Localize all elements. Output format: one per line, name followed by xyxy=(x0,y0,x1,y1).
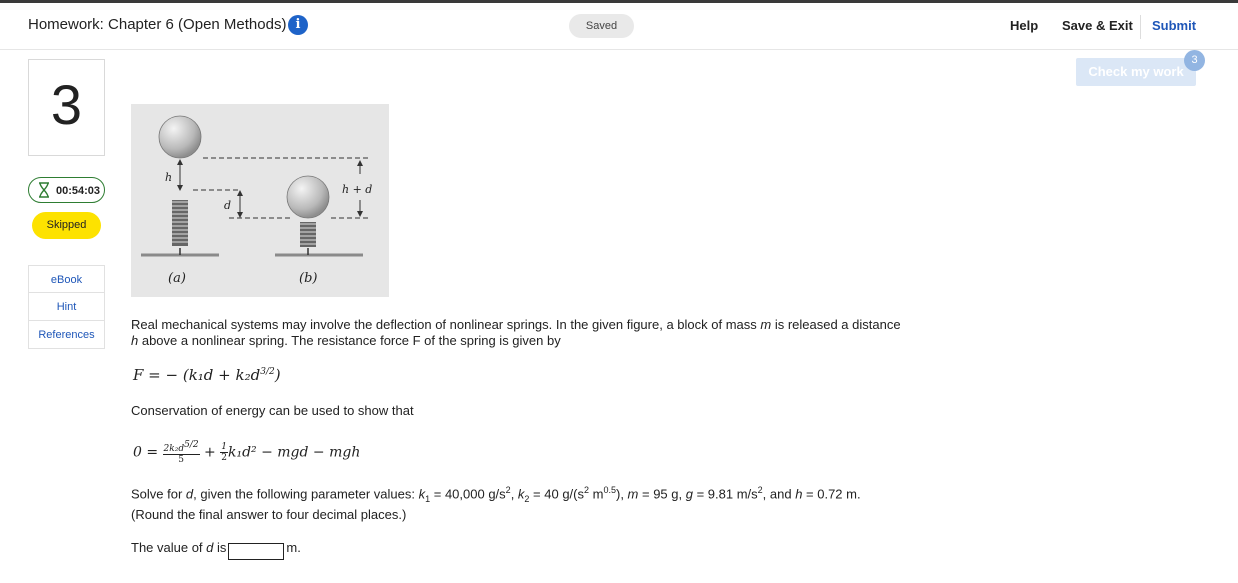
info-icon[interactable]: i xyxy=(288,15,308,35)
label-h: h xyxy=(165,171,173,184)
label-a: (a) xyxy=(168,271,186,286)
check-attempts-badge: 3 xyxy=(1184,50,1205,71)
skipped-badge: Skipped xyxy=(32,212,101,239)
spring-diagram xyxy=(131,104,389,297)
timer-value: 00:54:03 xyxy=(56,185,101,197)
timer xyxy=(28,177,105,203)
problem-intro: Real mechanical systems may involve the deflection of nonlinear springs. In the given figure, a block of mass m is released a distance h above a nonlinear spring. The resistance force F of the spring is given by xyxy=(131,317,901,348)
header xyxy=(0,3,1238,50)
ball-a xyxy=(159,116,201,158)
hint-link[interactable]: Hint xyxy=(28,293,105,321)
ball-b xyxy=(287,176,329,218)
parameters-text: Solve for d, given the following parameter values: $k_1 = 40,000$ $g/s^2$, $k_2 = 40$ $g/(s^2$ $m^{0.5}$), m = 95 g, g = 9.81 $m/s^2$, and h = 0.72 m. xyxy=(131,485,861,504)
question-number: 3 xyxy=(50,73,83,136)
check-my-work-button[interactable]: Check my work xyxy=(1076,58,1196,86)
hourglass-icon xyxy=(38,182,50,198)
spring-b xyxy=(300,222,316,247)
references-link[interactable]: References xyxy=(28,321,105,349)
spring-a xyxy=(172,200,188,246)
header-divider xyxy=(1140,15,1141,39)
energy-equation: 0 = $\frac{2k_2d^{5/2}}{5}$ + $\frac{1}{2}$ k₁d² − mgd − mgh xyxy=(133,440,361,465)
force-equation: F = − $(k_1d + k_2d^{3/2})$ xyxy=(133,366,281,384)
answer-input[interactable] xyxy=(228,543,284,560)
energy-text: Conservation of energy can be used to show that xyxy=(131,403,414,418)
saved-status: Saved xyxy=(569,14,634,38)
help-link[interactable]: Help xyxy=(1010,18,1039,33)
ebook-link[interactable]: eBook xyxy=(28,265,105,293)
assignment-title: Homework: Chapter 6 (Open Methods) xyxy=(28,16,287,33)
spring-figure xyxy=(131,104,389,297)
label-d: d xyxy=(224,199,232,212)
label-b: (b) xyxy=(299,271,318,286)
question-number-box xyxy=(28,59,105,156)
tools-list xyxy=(28,265,105,349)
rounding-instruction: (Round the final answer to four decimal places.) xyxy=(131,507,407,522)
answer-row: The value of d is m. xyxy=(131,540,301,560)
label-h-plus-d: h + d xyxy=(342,183,373,196)
submit-button[interactable]: Submit xyxy=(1152,18,1197,33)
save-exit-button[interactable]: Save & Exit xyxy=(1062,18,1133,33)
